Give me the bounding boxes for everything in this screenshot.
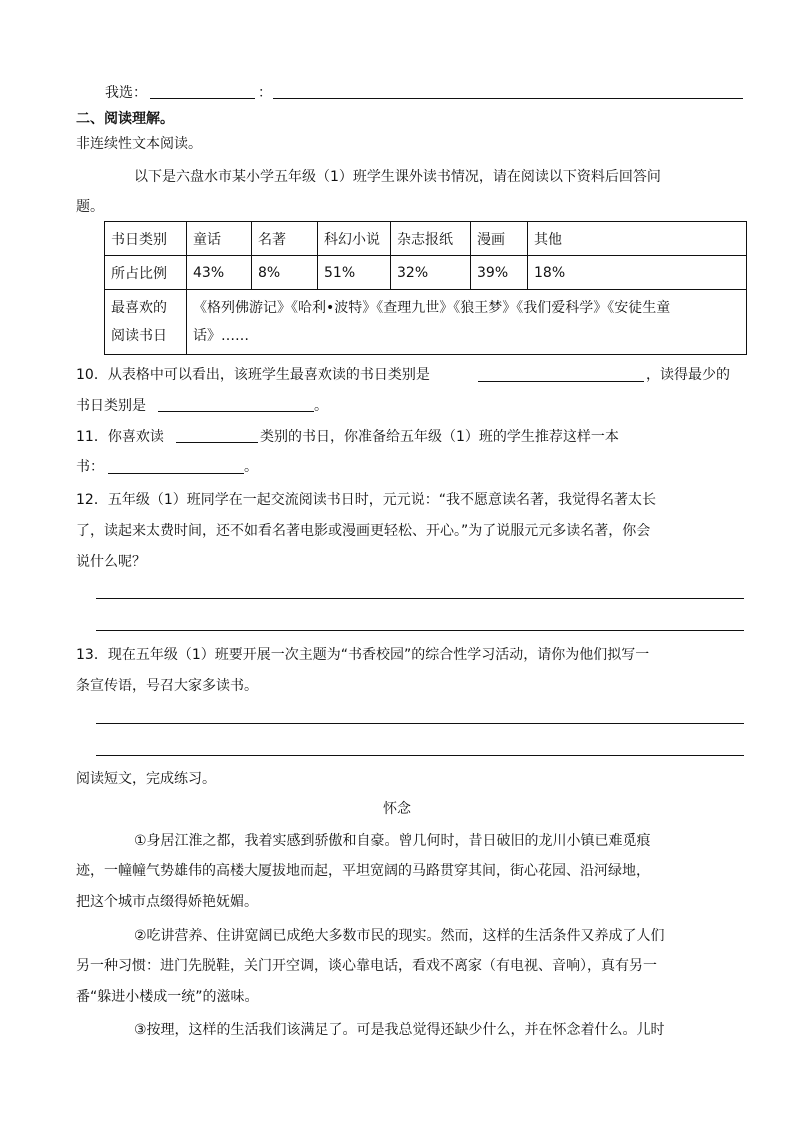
article-p1-line-3: 把这个城市点缀得娇艳妩媚。 <box>76 894 258 910</box>
table-cell: 8% <box>252 256 318 290</box>
q10-answer-blank-1[interactable] <box>478 381 644 382</box>
table-cell: 杂志报纸 <box>391 222 471 256</box>
table-row <box>105 256 747 290</box>
q10-answer-blank-2[interactable] <box>158 411 314 412</box>
table-cell-favorite-books <box>187 290 747 355</box>
q11-text-4: 。 <box>244 459 258 475</box>
q11-text-2: 类别的书日，你准备给五年级（1）班的学生推荐这样一本 <box>260 429 619 445</box>
article-p3-line-1: ③按理，这样的生活我们该满足了。可是我总觉得还缺少什么，并在怀念着什么。儿时 <box>134 1022 665 1038</box>
table-row <box>105 222 747 256</box>
q10-text-2: ，读得最少的 <box>646 367 730 383</box>
q11-text-3: 书： <box>76 459 104 475</box>
section-title: 二、阅读理解。 <box>76 111 174 127</box>
article-p2-line-3: 番“躲进小楼成一统”的滋味。 <box>76 989 259 1005</box>
q12-answer-line-2[interactable] <box>96 630 744 631</box>
article-title: 怀念 <box>383 801 411 817</box>
q12-line-1: 12．五年级（1）班同学在一起交流阅读书日时，元元说：“我不愿意读名著，我觉得名著太长 <box>76 492 656 508</box>
table-cell: 39% <box>471 256 528 290</box>
reading-survey-table <box>104 221 747 355</box>
choose-answer-blank-1[interactable] <box>150 98 255 99</box>
q13-line-1: 13．现在五年级（1）班要开展一次主题为“书香校园”的综合性学习活动，请你为他们拟写一 <box>76 647 650 663</box>
q13-answer-line-2[interactable] <box>96 755 744 756</box>
favorite-books-line-1: 《格列佛游记》《哈利•波特》《查理九世》《狼王梦》《我们爱科学》《安徒生童 <box>193 300 671 316</box>
table-cell: 科幻小说 <box>318 222 391 256</box>
q10-text-4: 。 <box>314 398 328 414</box>
q11-answer-blank-1[interactable] <box>176 442 258 443</box>
q11-text-1: 11．你喜欢读 <box>76 429 164 445</box>
q13-line-2: 条宣传语，号召大家多读书。 <box>76 678 258 694</box>
table-cell: 51% <box>318 256 391 290</box>
article-p2-line-1: ②吃讲营养、住讲宽阔已成绝大多数市民的现实。然而，这样的生活条件又养成了人们 <box>134 928 665 944</box>
table-cell: 漫画 <box>471 222 528 256</box>
table-cell: 43% <box>187 256 252 290</box>
table-cell: 所占比例 <box>105 256 187 290</box>
table-cell: 32% <box>391 256 471 290</box>
table-cell: 书日类别 <box>105 222 187 256</box>
article-p1-line-2: 迹，一幢幢气势雄伟的高楼大厦拔地而起，平坦宽阔的马路贯穿其间，街心花园、沿河绿地， <box>76 863 650 879</box>
q10-text-1: 10．从表格中可以看出，该班学生最喜欢读的书日类别是 <box>76 367 430 383</box>
article-p2-line-2: 另一种习惯：进门先脱鞋，关门开空调，谈心靠电话，看戏不离家（有电视、音响），真有另一 <box>76 958 657 974</box>
nontext-title: 非连续性文本阅读。 <box>76 136 202 152</box>
q12-answer-line-1[interactable] <box>96 598 744 599</box>
intro-line-1: 以下是六盘水市某小学五年级（1）班学生课外读书情况，请在阅读以下资料后回答问 <box>134 169 661 185</box>
table-cell: 童话 <box>187 222 252 256</box>
q12-line-3: 说什么呢？ <box>76 554 146 570</box>
q12-line-2: 了，读起来太费时间，还不如看名著电影或漫画更轻松、开心。”为了说服元元多读名著，你会 <box>76 523 651 539</box>
q10-text-3: 书日类别是 <box>76 398 146 414</box>
choose-answer-blank-2[interactable] <box>273 98 743 99</box>
table-cell: 名著 <box>252 222 318 256</box>
choose-label: 我选： <box>105 85 147 101</box>
table-cell: 18% <box>528 256 747 290</box>
reading-instruction: 阅读短文，完成练习。 <box>76 771 216 787</box>
table-cell: 其他 <box>528 222 747 256</box>
favorite-books-line-2: 话》…… <box>193 328 249 344</box>
choose-colon: ： <box>258 85 272 101</box>
favorite-label-line-2: 阅读书日 <box>111 328 167 344</box>
intro-line-2: 题。 <box>76 199 104 215</box>
article-p1-line-1: ①身居江淮之都，我着实感到骄傲和自豪。曾几何时，昔日破旧的龙川小镇已难觅痕 <box>134 833 651 849</box>
q13-answer-line-1[interactable] <box>96 723 744 724</box>
table-cell-favorite-label <box>105 290 187 355</box>
favorite-label-line-1: 最喜欢的 <box>111 300 167 316</box>
q11-answer-blank-2[interactable] <box>108 473 244 474</box>
table-row <box>105 290 747 355</box>
